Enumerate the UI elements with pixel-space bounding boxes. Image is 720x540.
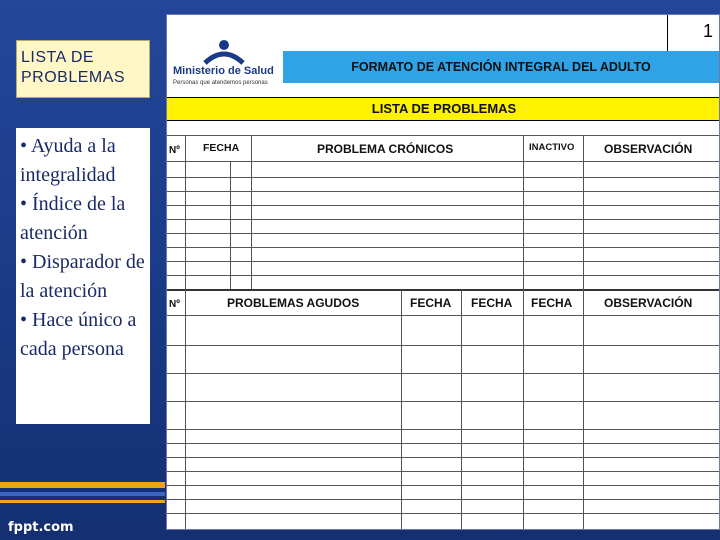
grid-line [167,499,720,500]
bullet-item: • Disparador de la atención [20,251,145,302]
section-title: LISTA DE PROBLEMAS [167,97,720,121]
bullet-item: • Ayuda a la integralidad [20,135,116,186]
grid-line [523,289,524,530]
grid-line [251,135,252,289]
grid-line [167,485,720,486]
grid-line [167,471,720,472]
grid-line [230,161,231,289]
chronic-problem-header: PROBLEMA CRÓNICOS [317,142,454,156]
grid-line [167,401,720,402]
grid-line [167,315,720,316]
footer-stripe-blue [0,492,165,496]
acute-observation-header: OBSERVACIÓN [604,296,693,310]
ministry-logo [171,37,281,95]
grid-line [185,289,186,530]
chronic-fecha-header: FECHA [203,142,240,154]
ministry-emblem-icon [171,37,281,67]
grid-line [167,429,720,430]
acute-problem-header: PROBLEMAS AGUDOS [227,296,360,310]
grid-line [167,289,720,291]
grid-line [167,443,720,444]
chronic-observation-header: OBSERVACIÓN [604,142,693,156]
bullet-item: • Hace único a cada persona [20,309,137,360]
footer-stripe-orange [0,482,165,488]
grid-line [583,135,584,289]
chronic-inactive-header: INACTIVO [529,142,575,153]
footer-stripe-orange-thin [0,500,165,503]
acute-fecha1-header: FECHA [410,296,452,310]
grid-line [185,135,186,289]
grid-line [167,247,720,248]
grid-line [167,373,720,374]
logo-subtext: Personas que atendemos personas [173,80,268,86]
slide-title: LISTA DE PROBLEMAS [16,40,150,98]
grid-line [167,219,720,220]
form-title: FORMATO DE ATENCIÓN INTEGRAL DEL ADULTO [283,51,719,83]
grid-line [167,275,720,276]
chronic-no-header: Nº [169,145,180,156]
grid-line [167,135,720,136]
acute-fecha2-header: FECHA [471,296,513,310]
grid-line [461,289,462,530]
grid-line [167,261,720,262]
grid-line [167,205,720,206]
logo-text: Ministerio de Salud [173,65,274,77]
bullet-item: • Índice de la atención [20,193,126,244]
grid-line [167,161,720,162]
bullet-list [16,128,150,424]
grid-line [167,191,720,192]
grid-line [523,135,524,289]
footer-brand: fppt.com [8,520,74,535]
grid-line [167,457,720,458]
acute-fecha3-header: FECHA [531,296,573,310]
grid-line [401,289,402,530]
page-number: 1 [667,15,719,51]
form-document [166,14,720,530]
acute-no-header: Nº [169,299,180,310]
grid-line [583,289,584,530]
grid-line [167,513,720,514]
grid-line [167,345,720,346]
grid-line [167,177,720,178]
grid-line [167,233,720,234]
